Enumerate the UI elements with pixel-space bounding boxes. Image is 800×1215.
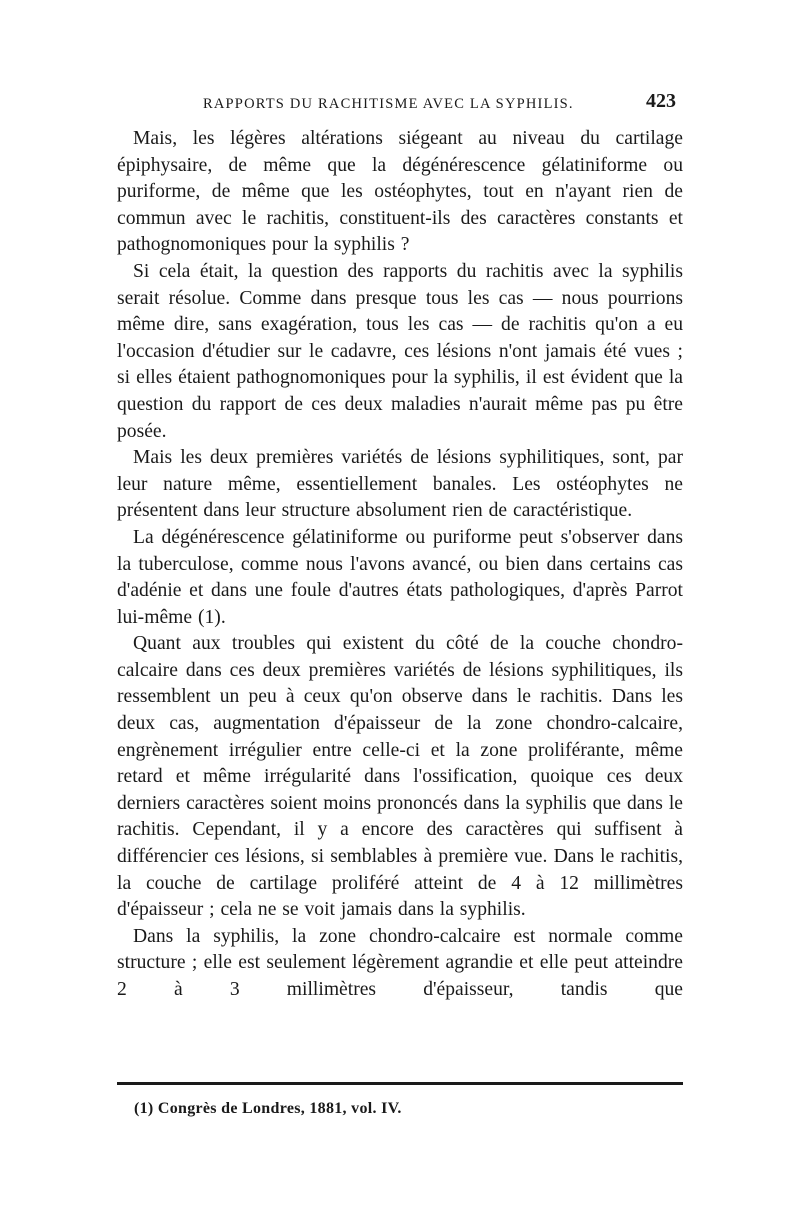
footnote: (1) Congrès de Londres, 1881, vol. IV. [134,1100,402,1117]
paragraph-6: Dans la syphilis, la zone chondro-calcaire est normale comme structure ; elle est seulement légèrement agrandie et elle peut atteindre 2 à 3 millimètres d'épaisseur, tandis que [117,925,683,1000]
page-header [0,90,800,120]
paragraph-5: Quant aux troubles qui existent du côté de la couche chondro-calcaire dans ces deux premières variétés de lésions syphilitiques, ils ressemblent un peu à ceux qu'on observe dans le rachitis. Dans les deux cas, augmentation d'épaisseur de la zone chondro-calcaire, engrènement irrégulier entre celle-ci et la zone proliférante, même retard et même irrégularité dans l'ossification, quoique ces deux derniers caractères soient moins prononcés dans la syphilis que dans le rachitis. Cependant, il y a encore des caractères qui suffisent à différencier ces lésions, si semblables à première vue. Dans le rachitis, la couche de cartilage proliféré atteint de 4 à 12 millimètres d'épaisseur ; cela ne se voit jamais dans la syphilis. [117,633,683,921]
footnote-rule [117,1082,683,1085]
paragraph-2: Si cela était, la question des rapports du rachitis avec la syphilis serait résolue. Comme dans presque tous les cas — nous pourrions même dire, sans exagération, tous les cas — de rachitis qu'on a eu l'occasion d'étudier sur le cadavre, ces lésions n'ont jamais été vues ; si elles étaient pathognomoniques pour la syphilis, il est évident que la question du rapport de ces deux maladies n'aurait même pas pu être posée. [117,260,683,442]
paragraph-3: Mais les deux premières variétés de lésions syphilitiques, sont, par leur nature même, essentiellement banales. Les ostéophytes ne présentent dans leur structure absolument rien de caractéristique. [117,447,683,522]
body-text [117,126,683,1004]
paragraph-4: La dégénérescence gélatiniforme ou puriforme peut s'observer dans la tuberculose, comme nous l'avons avancé, ou bien dans certains cas d'adénie et dans une foule d'autres états pathologiques, d'après Parrot lui-même (1). [117,526,683,628]
page-number: 423 [646,90,676,112]
paragraph-1: Mais, les légères altérations siégeant au niveau du cartilage épiphysaire, de même que la dégénérescence gélatiniforme ou puriforme, de même que les ostéophytes, tout en n'ayant rien de commun avec le rachitis, constituent-ils des caractères constants et pathognomoniques pour la syphilis ? [117,128,683,256]
running-head: RAPPORTS DU RACHITISME AVEC LA SYPHILIS. [203,96,574,112]
